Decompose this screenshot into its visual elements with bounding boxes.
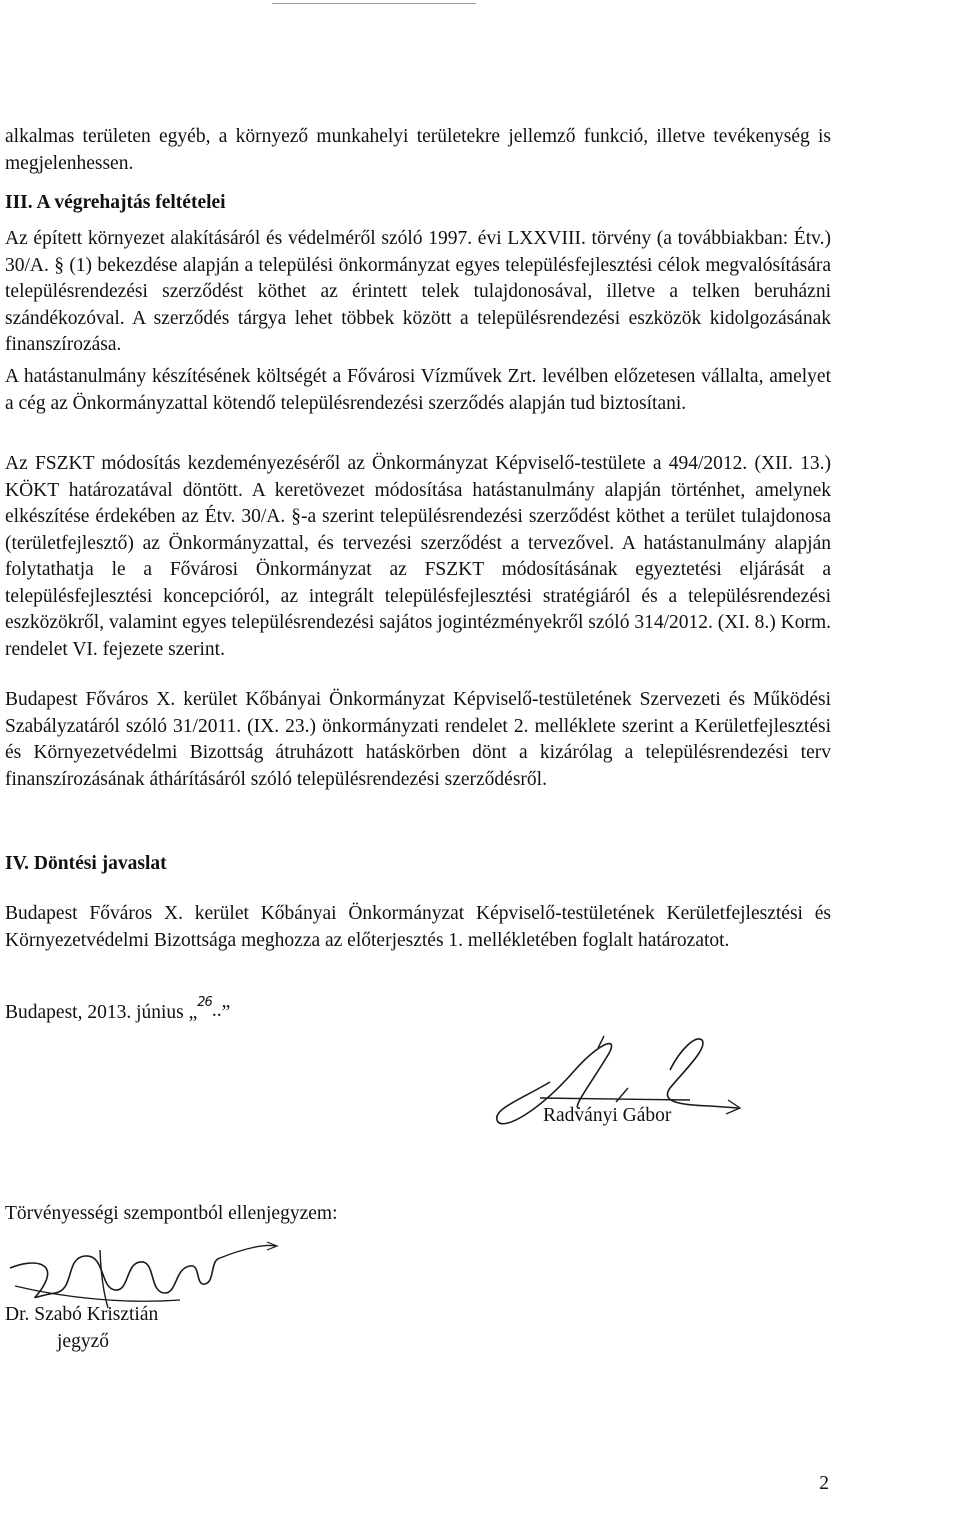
date-suffix: ” [221, 1002, 231, 1023]
paragraph-szmsz: Budapest Főváros X. kerület Kőbányai Önkormányzat Képviselő-testületének Szervezeti és Működési Szabályzatáról szóló 31/2011. (IX. 23.) önkormányzati rendelet 2. melléklete szerint a Kerületfejlesztési és Környezetvédelmi Bizottság átruházott hatáskörben dönt a kizárólag a településrendezési terv finanszírozásának áthárításáról szóló településrendezési szerződésről. [5, 689, 831, 790]
paragraph-intro: alkalmas területen egyéb, a környező munkahelyi területekre jellemző funkció, illetve tevékenység is megjelenhessen. [5, 126, 831, 174]
paragraph-study: A hatástanulmány készítésének költségét a Fővárosi Vízművek Zrt. levélben előzetesen vállalta, amelyet a cég az Önkormányzattal kötendő településrendezési szerződés alapján tud biztosítani. [5, 366, 831, 414]
top-rule [272, 3, 476, 4]
section-heading-4: IV. Döntési javaslat [5, 853, 167, 874]
date-line: Budapest, 2013. június „$^{26}$..” [5, 995, 231, 1023]
legality-label: Törvényességi szempontból ellenjegyzem: [5, 1203, 338, 1224]
section-heading-3: III. A végrehajtás feltételei [5, 192, 226, 213]
signer-2-name: Dr. Szabó Krisztián [5, 1304, 159, 1325]
page-number: 2 [819, 1473, 829, 1494]
date-prefix: Budapest, 2013. június „ [5, 1002, 198, 1023]
signer-2-title: jegyző [57, 1331, 109, 1352]
date-day-handwritten: 26 [197, 995, 212, 1010]
paragraph-proposal: Budapest Főváros X. kerület Kőbányai Önkormányzat Képviselő-testületének Kerületfejlesztési és Környezetvédelmi Bizottsága meghozza az előterjesztés 1. mellékletében foglalt határozatot. [5, 903, 831, 951]
signer-1-name: Radványi Gábor [543, 1105, 672, 1126]
paragraph-etv: Az épített környezet alakításáról és védelméről szóló 1997. évi LXXVIII. törvény (a továbbiakban: Étv.) 30/A. § (1) bekezdése alapján a települési önkormányzat egyes településfejlesztési célok megvalósítására településrendezési szerződést köthet az érintett telek tulajdonosával, illetve a telken beruházni szándékozóval. A szerződés tárgya lehet többek között a településrendezési eszközök kidolgozásának finanszírozása. [5, 228, 831, 355]
paragraph-fszkt: Az FSZKT módosítás kezdeményezéséről az Önkormányzat Képviselő-testülete a 494/2012. (XII. 13.) KÖKT határozatával döntött. A keretövezet módosítása hatástanulmány alapján történhet, amelynek elkészítése érdekében az Étv. 30/A. §-a szerint településrendezési szerződést köthet a terület tulajdonosa (területfejlesztő) az Önkormányzattal, és tervezési szerződést a tervezővel. A hatástanulmány alapján folytathatja le a Fővárosi Önkormányzat az FSZKT módosításának egyeztetési eljárását a településfejlesztési koncepcióról, az integrált településfejlesztési stratégiáról és a településrendezési eszközökről, valamint egyes településrendezési sajátos jogintézményekről szóló 314/2012. (XI. 8.) Korm. rendelet VI. fejezete szerint. [5, 453, 831, 660]
